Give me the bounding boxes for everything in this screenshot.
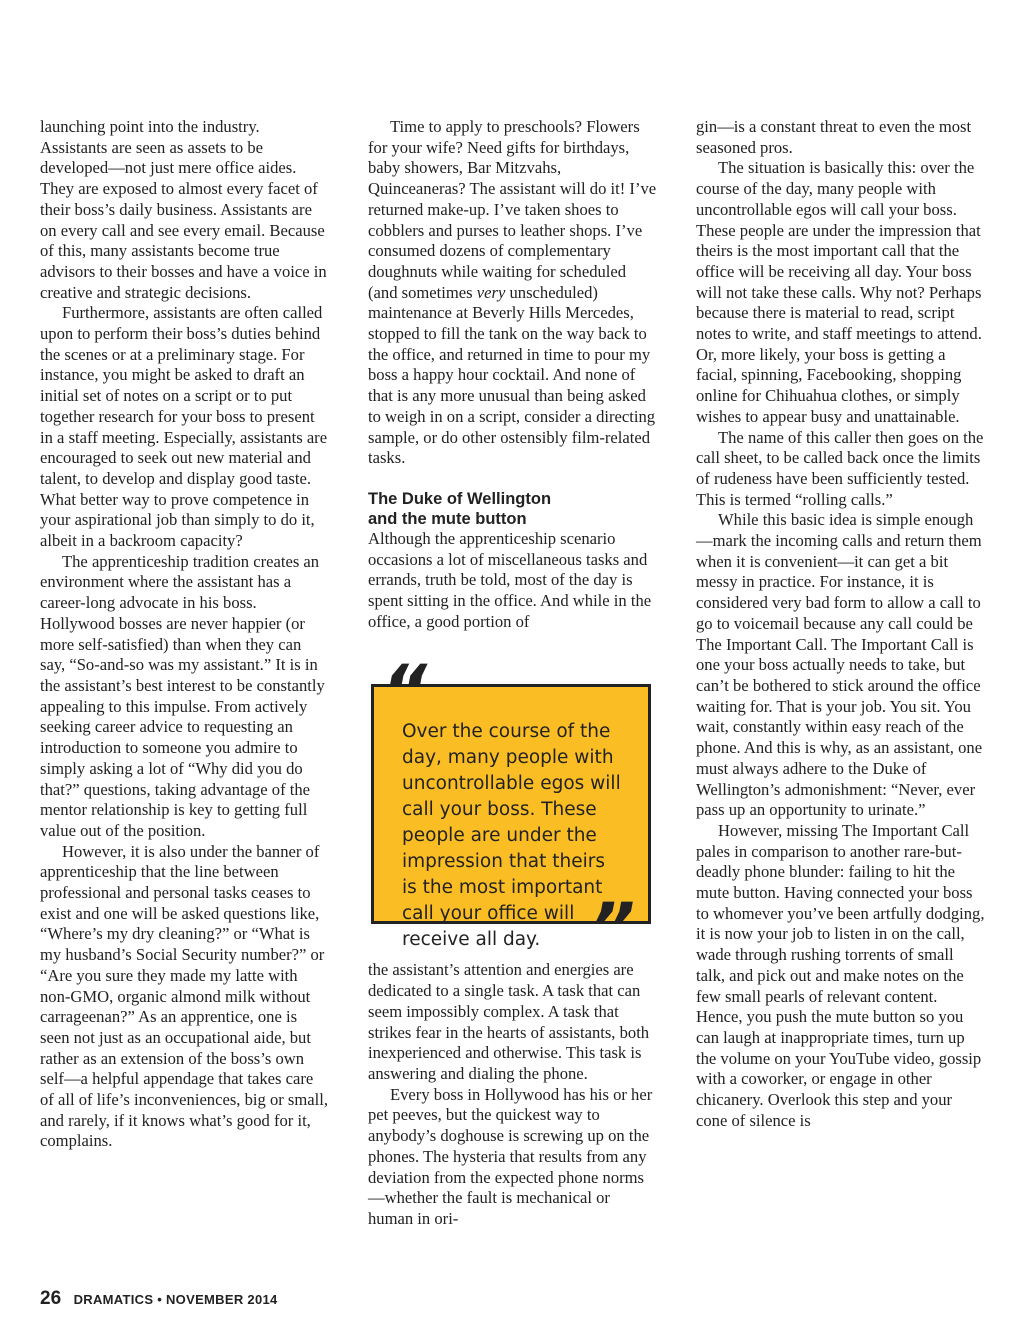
paragraph-text: unscheduled) maintenance at Beverly Hills Mercedes, stopped to fill the tank on the way back to the office, and returned in time to pour my boss a happy hour cocktail. And none of that is any more unusual than being asked to weigh in on a script, consider a directing sample, or do other ostensibly film-related tasks. — [368, 282, 656, 468]
paragraph: Every boss in Hollywood has his or her pet peeves, but the quickest way to anybody’s doghouse is screwing up on the phones. The hysteria that results from any deviation from the expected phone norms—whether the fault is mechanical or human in ori- — [368, 1084, 653, 1228]
paragraph: The situation is basically this: over the course of the day, many people with uncontrollable egos will call your boss. These people are under the impression that theirs is the most important call that the office will be receiving all day. Your boss will not take these calls. Why not? Perhaps because there is material to read, script notes to write, and staff meetings to attend. Or, more likely, your boss is getting a facial, spinning, Facebooking, shopping online for Chihuahua clothes, or simply wishes to appear busy and unattainable. — [696, 158, 982, 426]
paragraph: The name of this caller then goes on the call sheet, to be called back once the limits of rudeness have been sufficiently tested. This is termed “rolling calls.” — [696, 427, 984, 509]
section-heading-line-1: The Duke of Wellington — [368, 489, 552, 508]
paragraph: However, missing The Important Call pales in comparison to another rare-but-deadly phone blunder: failing to hit the mute button. Having connected your boss to whomever you’ve been artfully dodging, it is now your job to listen in on the call, wade through rushing torrents of small talk, and pick out and make notes on the few small pearls of relevant content. Hence, you push the mute button so you can laugh at inappropriate times, turn up the volume on your YouTube video, gossip with a coworker, or engage in other chicanery. Overlook this step and your cone of silence is — [696, 820, 985, 1130]
close-quote-icon: ” — [590, 888, 636, 971]
paragraph: Furthermore, assistants are often called upon to perform their boss’s duties behind the scenes or at a preliminary stage. For instance, you might be asked to draft an initial set of notes on a script or to put together research for your boss to present in a staff meeting. Especially, assistants are encouraged to seek out new material and talent, to develop and display good taste. What better way to prove competence in your aspirational job than simply to do it, albeit in a backroom capacity? — [40, 303, 328, 551]
page-number: 26 — [40, 1288, 62, 1309]
article-column-3 — [696, 117, 986, 1131]
paragraph: gin—is a constant threat to even the most seasoned pros. — [696, 117, 972, 157]
paragraph: launching point into the industry. Assistants are seen as assets to be developed—not just mere office aides. They are exposed to almost every facet of their boss’s daily business. Assistants are on every call and see every email. Because of this, many assistants become true advisors to their bosses and have a voice in creative and strategic decisions. — [40, 117, 327, 302]
paragraph: the assistant’s attention and energies are dedicated to a single task. A task that can seem impossibly complex. A task that strikes fear in the hearts of assistants, both inexperienced and otherwise. This task is answering and dialing the phone. — [368, 960, 650, 1083]
section-heading-line-2: and the mute button — [368, 509, 527, 528]
pull-quote-text: Over the course of the day, many people with uncontrollable egos will call your boss. These people are under the impression that theirs is the most important call your office will receive all day. — [402, 721, 621, 951]
pull-quote — [368, 650, 658, 971]
paragraph: Although the apprenticeship scenario occasions a lot of miscellaneous tasks and errands, truth be told, most of the day is spent sitting in the office. And while in the office, a good portion of — [368, 528, 652, 631]
publication-info: DRAMATICS • NOVEMBER 2014 — [73, 1292, 278, 1307]
paragraph: While this basic idea is simple enough—mark the incoming calls and return them when it is convenient—it can get a bit messy in practice. For instance, it is considered very bad form to allow a call to go to voicemail because any call could be The Important Call. The Important Call is one your boss actually needs to take, but can’t be bothered to stick around the office waiting for. That is your job. You sit. You wait, constantly within easy reach of the phone. And this is why, as an assistant, one must always adhere to the Duke of Wellington’s admonishment: “Never, ever pass up an opportunity to urinate.” — [696, 510, 983, 820]
page-footer — [40, 1288, 278, 1310]
article-column-2 — [368, 117, 658, 1230]
paragraph: However, it is also under the banner of apprenticeship that the line between professional and personal tasks ceases to exist and one will be asked questions like, “Where’s my dry cleaning?” or “What is my husband’s Social Security number?” or “Are you sure they made my latte with non-GMO, organic almond milk without carrageenan?” As an apprentice, one is seen not just as an occupational aide, but rather as an extension of the boss’s own self—a helpful appendage that takes care of all of life’s inconveniences, big or small, and rarely, if it knows what’s good for it, complains. — [40, 841, 329, 1151]
article-column-1 — [40, 117, 330, 1152]
open-quote-icon: “ — [382, 650, 428, 733]
section-heading — [368, 489, 658, 529]
paragraph — [368, 117, 658, 469]
paragraph-text: Time to apply to preschools? Flowers for your wife? Need gifts for birthdays, baby showers, Bar Mitzvahs, Quinceaneras? The assistant will do it! I’ve returned make-up. I’ve taken shoes to cobblers and purses to leather shops. I’ve consumed dozens of complementary doughnuts while waiting for scheduled (and sometimes — [368, 117, 657, 302]
paragraph: The apprenticeship tradition creates an environment where the assistant has a career-long advocate in his boss. Hollywood bosses are never happier (or more self-satisfied) than when they can say, “So-and-so was my assistant.” It is in the assistant’s best interest to be constantly appealing to this impulse. From actively seeking career advice to requesting an introduction to someone you admire to simply asking a lot of “Why did you do that?” questions, taking advantage of the mentor relationship is key to getting full value out of the position. — [40, 551, 325, 840]
emphasis-text: very — [476, 282, 506, 302]
